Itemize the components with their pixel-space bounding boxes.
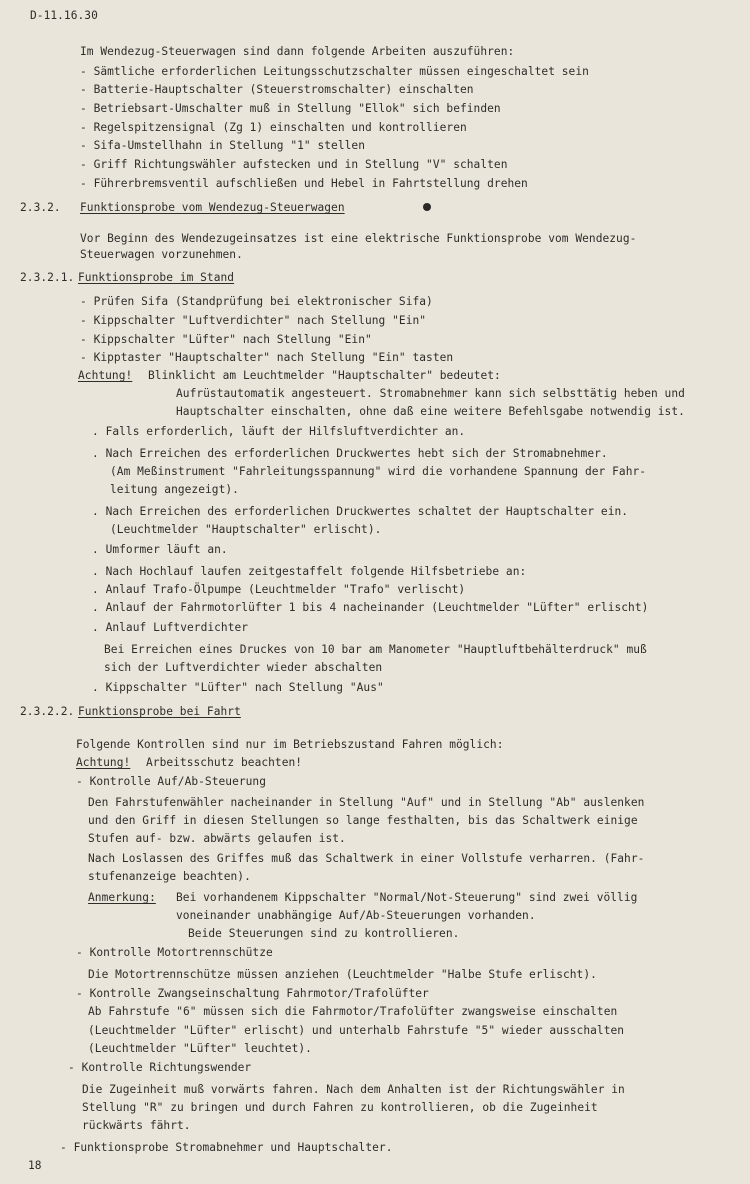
intro-heading: Im Wendezug-Steuerwagen sind dann folgende Arbeiten auszuführen: [80,45,515,58]
check-item: - Kippschalter "Lüfter" nach Stellung "Ein" [80,333,372,346]
note-text: voneinander unabhängige Auf/Ab-Steuerungen vorhanden. [176,909,536,922]
intro-item: - Betriebsart-Umschalter muß in Stellung "Ellok" sich befinden [80,102,501,115]
sequence-step: sich der Luftverdichter wieder abschalten [104,661,383,674]
sequence-step: (Leuchtmelder "Hauptschalter" erlischt). [110,523,382,536]
sequence-step: leitung angezeigt). [110,483,239,496]
section-body: Steuerwagen vorzunehmen. [80,248,243,261]
control-body: stufenanzeige beachten). [88,870,251,883]
intro-item: - Führerbremsventil aufschließen und Hebel in Fahrtstellung drehen [80,177,528,190]
intro-item: - Batterie-Hauptschalter (Steuerstromschalter) einschalten [80,83,474,96]
warning-label: Achtung! [76,756,131,769]
control-body: Stufen auf- bzw. abwärts gelaufen ist. [88,832,346,845]
control-body: (Leuchtmelder "Lüfter" leuchtet). [88,1042,312,1055]
note-label: Anmerkung: [88,891,156,904]
section-body: Vor Beginn des Wendezugeinsatzes ist eine elektrische Funktionsprobe vom Wendezug- [80,232,637,245]
section-number: 2.3.2. [20,201,61,214]
note-text: Bei vorhandenem Kippschalter "Normal/Not-Steuerung" sind zwei völlig [176,891,638,904]
sequence-step: . Falls erforderlich, läuft der Hilfsluftverdichter an. [92,425,466,438]
control-title: - Kontrolle Auf/Ab-Steuerung [76,775,266,788]
intro-item: - Griff Richtungswähler aufstecken und in Stellung "V" schalten [80,158,508,171]
sequence-step: . Umformer läuft an. [92,543,228,556]
warning-text: Hauptschalter einschalten, ohne daß eine weitere Befehlsgabe notwendig ist. [176,405,685,418]
intro-item: - Regelspitzensignal (Zg 1) einschalten und kontrollieren [80,121,467,134]
warning-text: Blinklicht am Leuchtmelder "Hauptschalter" bedeutet: [148,369,501,382]
control-title: - Funktionsprobe Stromabnehmer und Hauptschalter. [60,1141,393,1154]
sequence-step: . Nach Erreichen des erforderlichen Druckwertes schaltet der Hauptschalter ein. [92,505,629,518]
control-body: Nach Loslassen des Griffes muß das Schaltwerk in einer Vollstufe verharren. (Fahr- [88,852,645,865]
section-intro: Folgende Kontrollen sind nur im Betriebszustand Fahren möglich: [76,738,504,751]
control-title: - Kontrolle Motortrennschütze [76,946,273,959]
control-body: und den Griff in diesen Stellungen so lange festhalten, bis das Schaltwerk einige [88,814,638,827]
section-title: Funktionsprobe im Stand [78,271,235,284]
sequence-step: . Anlauf Luftverdichter [92,621,249,634]
control-body: Den Fahrstufenwähler nacheinander in Stellung "Auf" und in Stellung "Ab" auslenken [88,796,645,809]
control-body: Die Motortrennschütze müssen anziehen (Leuchtmelder "Halbe Stufe erlischt). [88,968,597,981]
note-text: Beide Steuerungen sind zu kontrollieren. [188,927,460,940]
control-body: (Leuchtmelder "Lüfter" erlischt) und unterhalb Fahrstufe "5" wieder ausschalten [88,1024,625,1037]
sequence-step: . Anlauf Trafo-Ölpumpe (Leuchtmelder "Trafo" verlischt) [92,583,466,596]
doc-id: D-11.16.30 [30,9,98,22]
sequence-step: . Anlauf der Fahrmotorlüfter 1 bis 4 nacheinander (Leuchtmelder "Lüfter" erlischt) [92,601,649,614]
sequence-step: (Am Meßinstrument "Fahrleitungsspannung" wird die vorhandene Spannung der Fahr- [110,465,647,478]
control-body: Die Zugeinheit muß vorwärts fahren. Nach dem Anhalten ist der Richtungswähler in [82,1083,625,1096]
section-number: 2.3.2.2. [20,705,75,718]
check-item: - Prüfen Sifa (Standprüfung bei elektronischer Sifa) [80,295,433,308]
control-title: - Kontrolle Richtungswender [68,1061,252,1074]
section-number: 2.3.2.1. [20,271,75,284]
page-number: 18 [28,1159,42,1172]
control-body: rückwärts fährt. [82,1119,191,1132]
sequence-step: . Nach Erreichen des erforderlichen Druckwertes hebt sich der Stromabnehmer. [92,447,608,460]
control-title: - Kontrolle Zwangseinschaltung Fahrmotor/Trafolüfter [76,987,429,1000]
intro-item: - Sämtliche erforderlichen Leitungsschutzschalter müssen eingeschaltet sein [80,65,589,78]
control-body: Ab Fahrstufe "6" müssen sich die Fahrmotor/Trafolüfter zwangsweise einschalten [88,1005,618,1018]
warning-label: Achtung! [78,369,133,382]
check-item: - Kipptaster "Hauptschalter" nach Stellung "Ein" tasten [80,351,454,364]
sequence-step: . Nach Hochlauf laufen zeitgestaffelt folgende Hilfsbetriebe an: [92,565,527,578]
sequence-step: . Kippschalter "Lüfter" nach Stellung "Aus" [92,681,384,694]
check-item: - Kippschalter "Luftverdichter" nach Stellung "Ein" [80,314,427,327]
warning-text: Arbeitsschutz beachten! [146,756,303,769]
warning-text: Aufrüstautomatik angesteuert. Stromabnehmer kann sich selbsttätig heben und [176,387,685,400]
section-title: Funktionsprobe vom Wendezug-Steuerwagen [80,201,345,214]
section-title: Funktionsprobe bei Fahrt [78,705,241,718]
sequence-step: Bei Erreichen eines Druckes von 10 bar am Manometer "Hauptluftbehälterdruck" muß [104,643,647,656]
intro-item: - Sifa-Umstellhahn in Stellung "1" stellen [80,139,365,152]
control-body: Stellung "R" zu bringen und durch Fahren zu kontrollieren, ob die Zugeinheit [82,1101,598,1114]
ink-blot [423,203,431,211]
